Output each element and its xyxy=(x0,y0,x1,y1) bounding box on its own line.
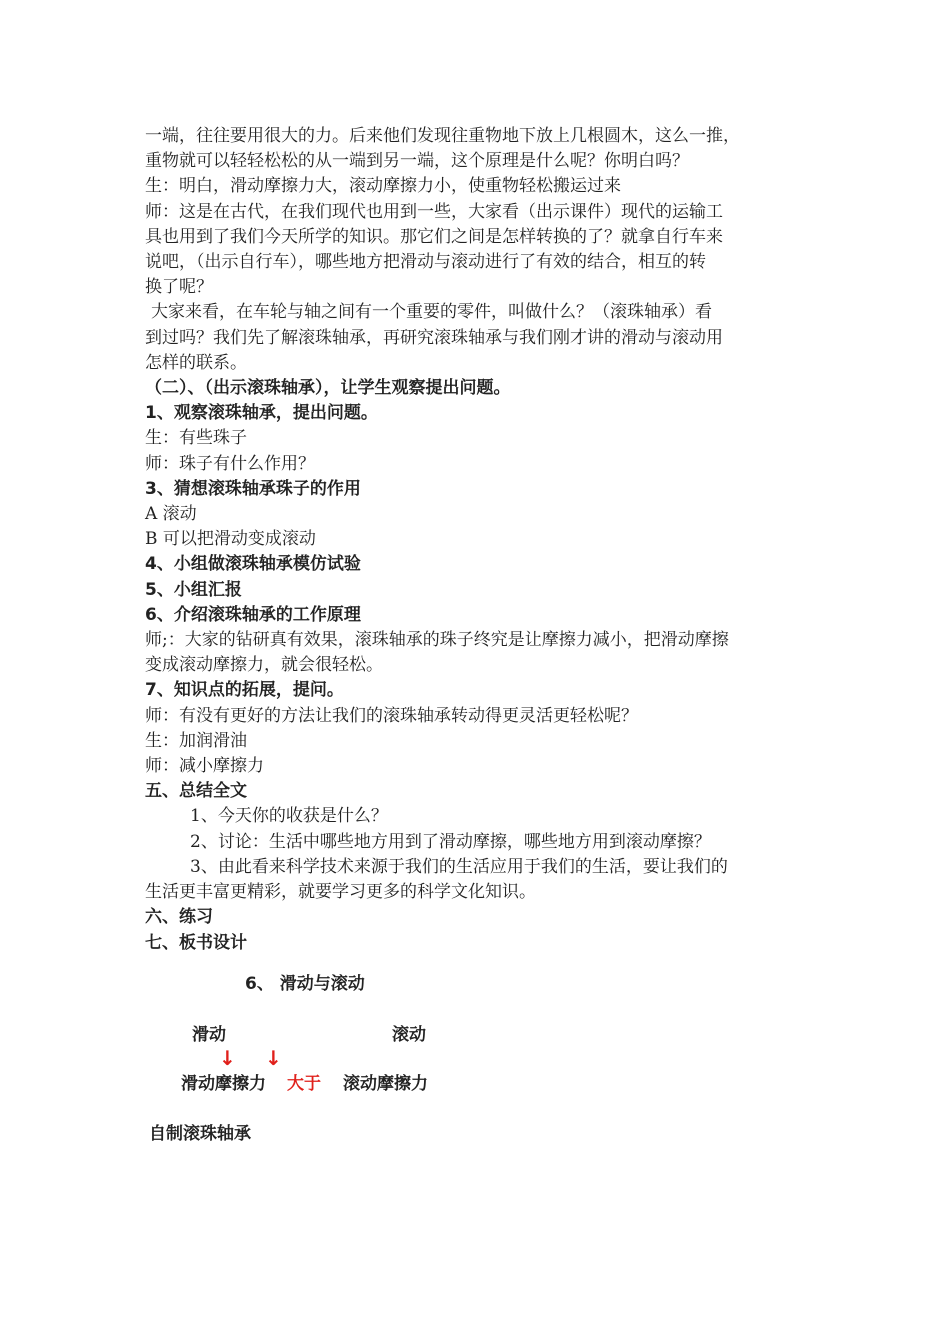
section-heading: 1、观察滚珠轴承，提出问题。 xyxy=(145,403,378,424)
board-homemade-bearing: 自制滚珠轴承 xyxy=(149,1124,251,1144)
paragraph-line: 换了呢？ xyxy=(145,277,213,298)
board-title: 6、 滑动与滚动 xyxy=(245,974,365,994)
paragraph-line: 师：减小摩擦力 xyxy=(145,756,264,777)
paragraph-line: 到过吗？我们先了解滚珠轴承，再研究滚珠轴承与我们刚才讲的滑动与滚动用 xyxy=(145,327,723,348)
paragraph-line: 大家来看，在车轮与轴之间有一个重要的零件，叫做什么？（滚珠轴承）看 xyxy=(151,302,712,323)
paragraph-line: 师：珠子有什么作用？ xyxy=(145,453,315,474)
paragraph-line: 生活更丰富更精彩，就要学习更多的科学文化知识。 xyxy=(145,882,536,903)
document-body xyxy=(145,124,825,956)
section-heading: 七、板书设计 xyxy=(145,932,247,953)
down-arrow-icon: ↓ xyxy=(219,1046,236,1070)
paragraph-line: 师：这是在古代，在我们现代也用到一些，大家看（出示课件）现代的运输工 xyxy=(145,201,723,222)
section-heading: 4、小组做滚珠轴承模仿试验 xyxy=(145,554,361,575)
paragraph-line: B 可以把滑动变成滚动 xyxy=(145,529,316,550)
section-heading: 3、猜想滚珠轴承珠子的作用 xyxy=(145,478,361,499)
paragraph-line: 生：有些珠子 xyxy=(145,428,247,449)
paragraph-line: 具也用到了我们今天所学的知识。那它们之间是怎样转换的了？就拿自行车来 xyxy=(145,226,723,247)
paragraph-line: A 滚动 xyxy=(145,504,197,525)
down-arrow-icon: ↓ xyxy=(265,1046,282,1070)
section-heading: 五、总结全文 xyxy=(145,781,247,802)
board-sliding-friction: 滑动摩擦力 xyxy=(181,1074,266,1094)
section-heading: 6、介绍滚珠轴承的工作原理 xyxy=(145,604,361,625)
paragraph-line: 1、今天你的收获是什么？ xyxy=(190,806,388,827)
paragraph-line: 说吧，（出示自行车），哪些地方把滑动与滚动进行了有效的结合，相互的转 xyxy=(145,252,706,273)
section-heading: 六、练习 xyxy=(145,907,213,928)
section-heading: 5、小组汇报 xyxy=(145,579,242,600)
paragraph-line: 师：有没有更好的方法让我们的滚珠轴承转动得更灵活更轻松呢？ xyxy=(145,705,638,726)
board-greater-than: 大于 xyxy=(287,1074,321,1094)
paragraph-line: 生：明白，滑动摩擦力大，滚动摩擦力小，使重物轻松搬运过来 xyxy=(145,176,621,197)
board-rolling-friction: 滚动摩擦力 xyxy=(343,1074,428,1094)
board-label-rolling: 滚动 xyxy=(392,1025,426,1045)
paragraph-line: 师;：大家的钻研真有效果，滚珠轴承的珠子终究是让摩擦力减小，把滑动摩擦 xyxy=(145,630,729,651)
paragraph-line: 2、讨论：生活中哪些地方用到了滑动摩擦，哪些地方用到滚动摩擦？ xyxy=(190,831,711,852)
board-label-sliding: 滑动 xyxy=(192,1025,226,1045)
paragraph-line: 重物就可以轻轻松松的从一端到另一端，这个原理是什么呢？你明白吗？ xyxy=(145,151,689,172)
paragraph-line: 怎样的联系。 xyxy=(145,352,247,373)
section-heading: （二）、（出示滚珠轴承），让学生观察提出问题。 xyxy=(145,378,511,399)
section-heading: 7、知识点的拓展，提问。 xyxy=(145,680,344,701)
paragraph-line: 3、由此看来科学技术来源于我们的生活应用于我们的生活，要让我们的 xyxy=(190,856,728,877)
paragraph-line: 一端，往往要用很大的力。后来他们发现往重物地下放上几根圆木，这么一推， xyxy=(145,126,740,146)
paragraph-line: 变成滚动摩擦力，就会很轻松。 xyxy=(145,655,383,676)
paragraph-line: 生：加润滑油 xyxy=(145,730,247,751)
